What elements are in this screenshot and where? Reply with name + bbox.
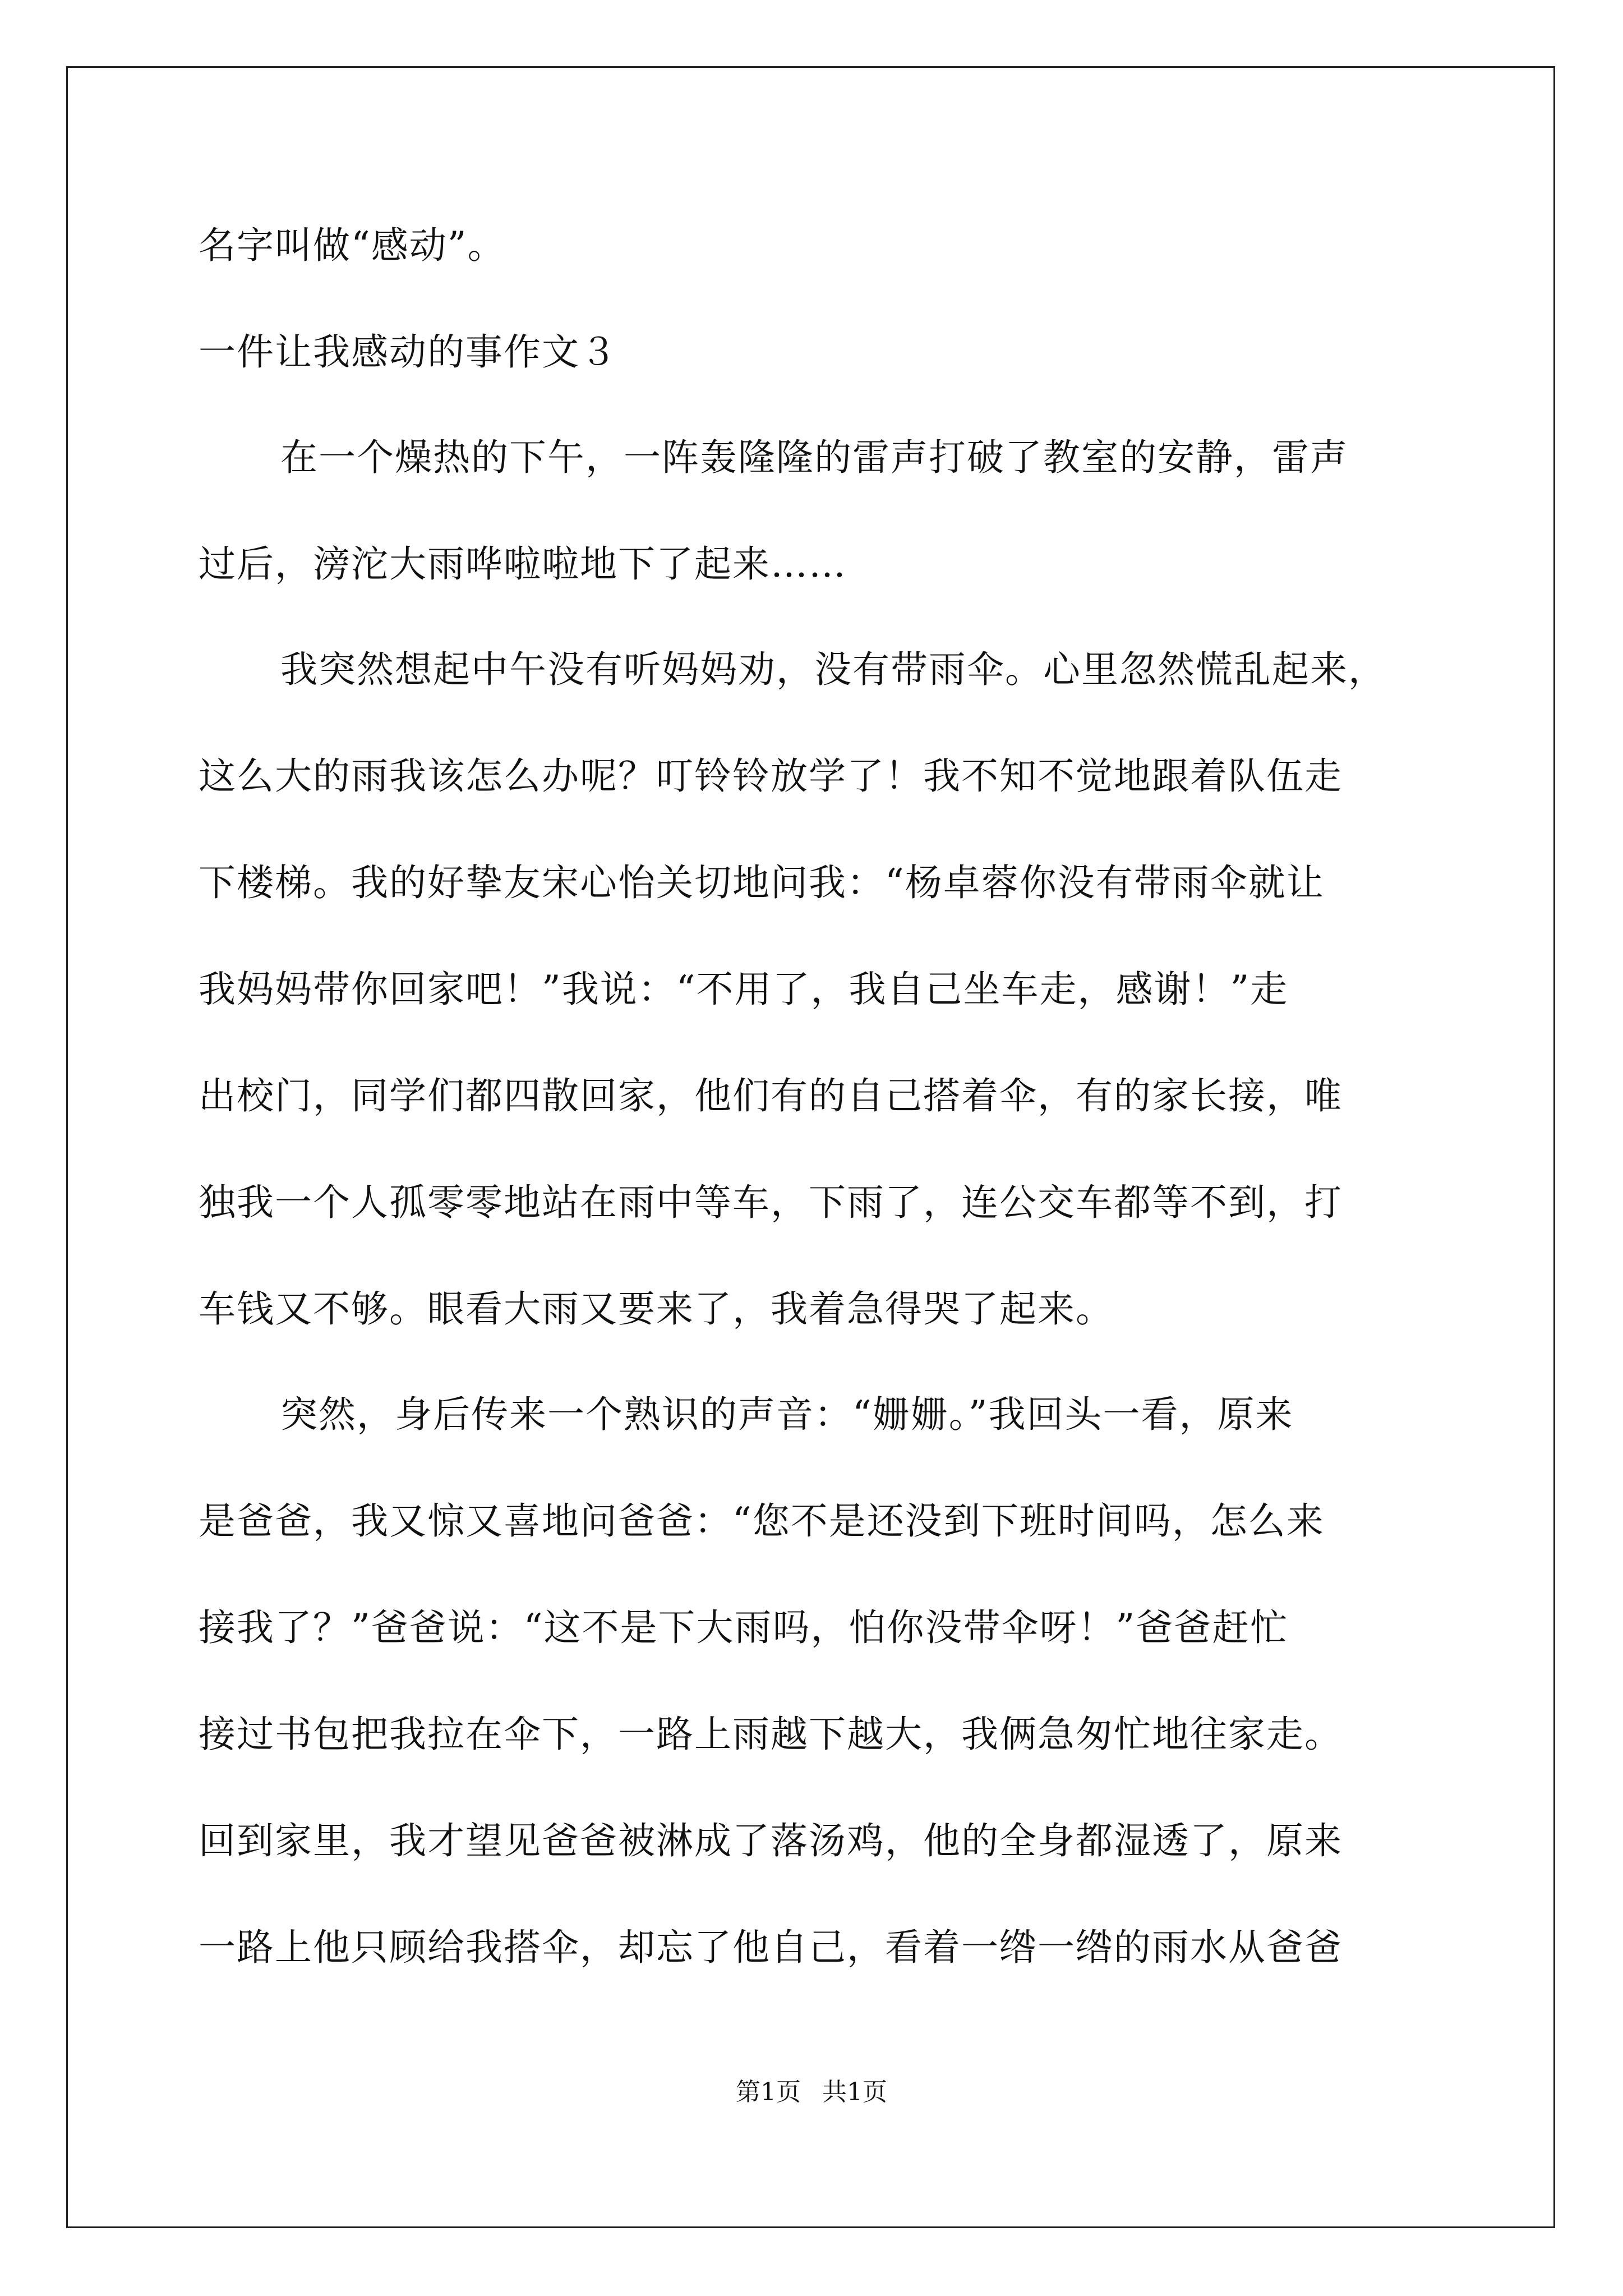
- text-line: 在一个燥热的下午，一阵轰隆隆的雷声打破了教室的安静，雷声: [280, 436, 1348, 479]
- text-line: 车钱又不够。眼看大雨又要来了，我着急得哭了起来。: [199, 1287, 1114, 1331]
- text-line: 这么大的雨我该怎么办呢？叮铃铃放学了！我不知不觉地跟着队伍走: [199, 754, 1343, 798]
- text-line: 独我一个人孤零零地站在雨中等车，下雨了，连公交车都等不到，打: [199, 1181, 1343, 1224]
- text-line: 回到家里，我才望见爸爸被淋成了落汤鸡，他的全身都湿透了，原来: [199, 1819, 1343, 1862]
- paragraph-1: [199, 431, 1444, 591]
- text-line: 接我了？”爸爸说：“这不是下大雨吗，怕你没带伞呀！”爸爸赶忙: [199, 1606, 1289, 1649]
- page-total: 共1页: [822, 2078, 887, 2106]
- text-line: 过后，滂沱大雨哗啦啦地下了起来……: [199, 542, 847, 586]
- text-line: 名字叫做“感动”。: [199, 224, 506, 267]
- page-number: 第1页: [736, 2078, 801, 2106]
- text-line: 我妈妈带你回家吧！”我说：“不用了，我自己坐车走，感谢！”走: [199, 968, 1289, 1011]
- text-line: 下楼梯。我的好挚友宋心怡关切地问我：“杨卓蓉你没有带雨伞就让: [199, 861, 1325, 904]
- text-line: 接过书包把我拉在伞下，一路上雨越下越大，我俩急匆忙地往家走。: [199, 1713, 1343, 1756]
- text-line: 出校门，同学们都四散回家，他们有的自己搭着伞，有的家长接，唯: [199, 1074, 1343, 1117]
- essay-title: 一件让我感动的事作文３: [199, 330, 618, 374]
- text-line: 一路上他只顾给我搭伞，却忘了他自己，看着一绺一绺的雨水从爸爸: [199, 1926, 1343, 1969]
- text-line: 我突然想起中午没有听妈妈劝，没有带雨伞。心里忽然慌乱起来，: [280, 648, 1386, 691]
- page-footer: [0, 2076, 1623, 2109]
- paragraph-2: [199, 643, 1444, 1336]
- document-body: [199, 219, 1444, 1975]
- text-line: 是爸爸，我又惊又喜地问爸爸：“您不是还没到下班时间吗，怎么来: [199, 1499, 1325, 1543]
- paragraph-3: [199, 1388, 1444, 1975]
- text-line: 突然，身后传来一个熟识的声音：“姗姗。”我回头一看，原来: [280, 1393, 1294, 1436]
